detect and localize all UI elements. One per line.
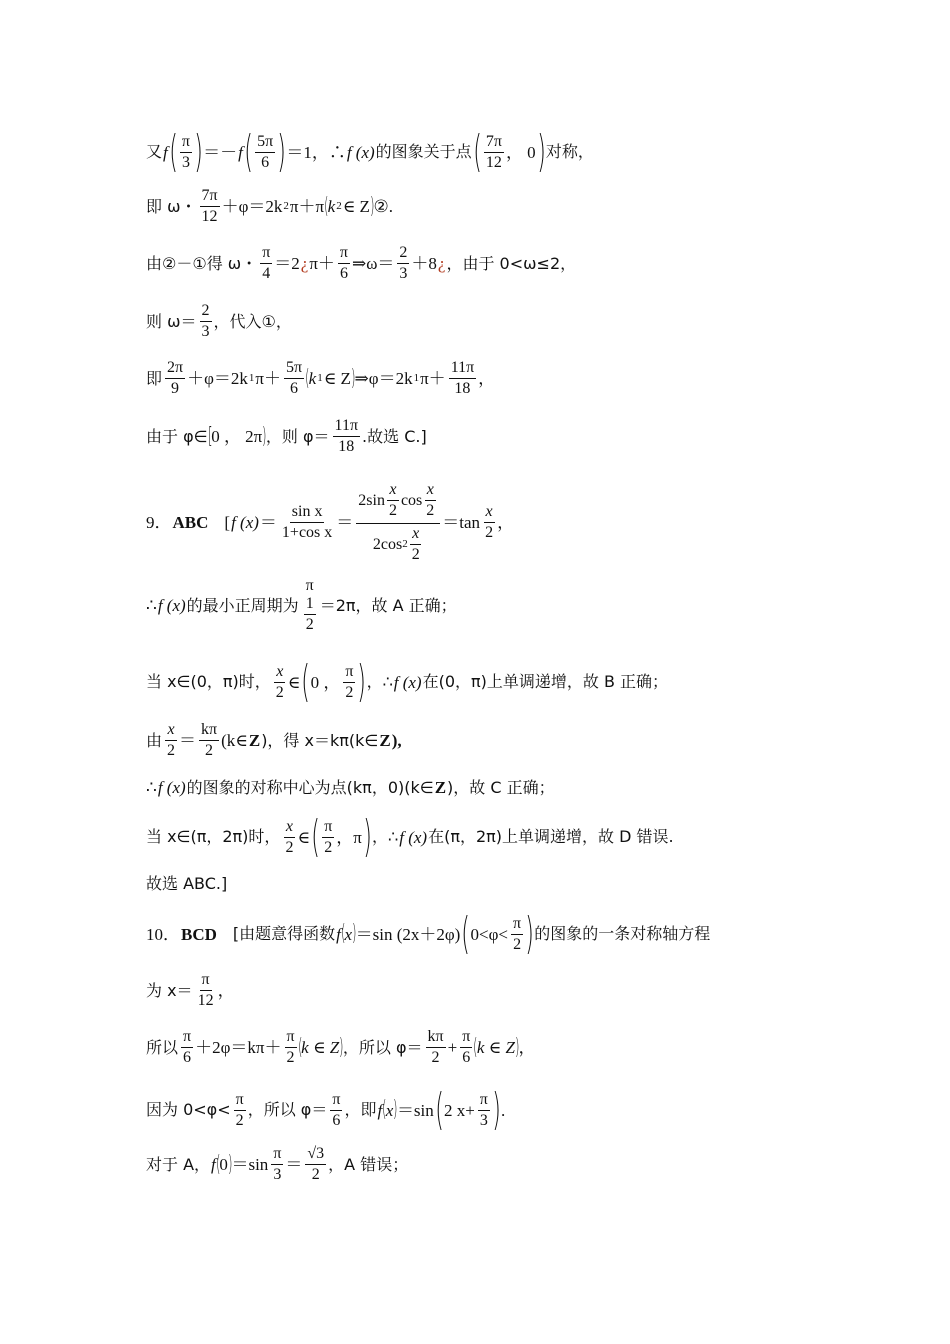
numerator: x <box>484 504 495 523</box>
denominator: 3 <box>273 1166 282 1183</box>
numerator: π <box>200 972 212 991</box>
text: 所以 <box>146 1037 179 1057</box>
numerator: kπ <box>199 722 219 741</box>
numerator: π <box>511 916 523 935</box>
text: 对于 A， <box>146 1154 211 1174</box>
text: ＝2 <box>274 254 300 273</box>
text: ), <box>391 731 402 750</box>
line-8 <box>146 578 458 633</box>
subscript: 2 <box>336 200 342 212</box>
fraction <box>484 134 504 171</box>
line-3 <box>146 245 577 282</box>
text: ＋8 <box>411 254 437 273</box>
text: 故选 ABC.] <box>146 874 228 893</box>
left-paren: ( <box>324 193 329 219</box>
subscript: 1 <box>248 372 255 384</box>
text: ＝－ <box>203 142 238 162</box>
text: ＝ <box>336 513 354 532</box>
fraction <box>165 722 177 759</box>
text: ②. <box>373 197 394 216</box>
text: ，π <box>336 827 362 847</box>
numerator: 2π <box>165 360 185 379</box>
subscript: 1 <box>317 372 323 384</box>
text: ， <box>518 1038 536 1057</box>
numerator: π <box>181 1029 193 1048</box>
text: ，所以 φ＝ <box>247 1100 328 1119</box>
text: f (x) <box>157 596 186 615</box>
numerator: π <box>330 1092 342 1111</box>
numerator: x <box>274 664 285 683</box>
fraction <box>356 482 440 563</box>
text: x <box>385 1100 394 1120</box>
fraction <box>180 134 192 171</box>
numerator: x <box>425 482 436 501</box>
text: ，所以 φ＝ <box>342 1037 423 1057</box>
left-paren: ( <box>169 126 178 177</box>
left-paren: ( <box>341 921 346 946</box>
denominator: 6 <box>261 153 270 171</box>
text: ＝ <box>285 1155 303 1174</box>
fraction <box>283 819 295 856</box>
numerator: π <box>343 664 355 683</box>
fraction <box>483 504 495 541</box>
text: 则 ω＝ <box>146 311 197 331</box>
line-14 <box>146 908 711 959</box>
denominator: 6 <box>462 1049 471 1066</box>
fraction <box>333 418 360 455</box>
text: ¿ <box>437 254 446 273</box>
problem-number: 10． <box>146 924 180 944</box>
text: ，代入①， <box>213 311 292 331</box>
numerator: 7π <box>200 188 220 207</box>
right-paren: ) <box>339 1034 344 1060</box>
fraction <box>387 482 399 519</box>
fraction <box>284 360 304 397</box>
numerator: π <box>322 819 334 838</box>
right-paren: ) <box>262 423 267 449</box>
numerator: π <box>271 1146 283 1165</box>
text: 的图象的一条对称轴方程 <box>534 924 711 943</box>
text: ，即 <box>344 1100 377 1119</box>
line-1 <box>146 126 595 177</box>
line-13 <box>146 876 228 892</box>
problem-number: 9． <box>146 513 172 532</box>
text: Z <box>434 778 447 797</box>
text: 0 <box>219 1155 228 1174</box>
text: k ∈ Z <box>476 1038 515 1057</box>
denominator: 18 <box>454 380 471 397</box>
right-paren: ) <box>363 811 372 862</box>
right-paren: ) <box>352 921 357 946</box>
fraction <box>234 1092 246 1129</box>
denominator: 2 <box>411 546 420 563</box>
numerator: π <box>180 134 192 153</box>
denominator: 2 <box>286 1049 295 1066</box>
denominator: 2 <box>275 683 284 701</box>
text: ⇒ω＝ <box>351 254 395 273</box>
text: f (x) <box>393 672 422 692</box>
text: ＝1，∴ <box>286 142 346 162</box>
numerator: π <box>234 1092 246 1111</box>
right-paren: ) <box>492 1084 501 1135</box>
text: ＝sin <box>396 1100 434 1120</box>
text: ，则 φ＝ <box>265 426 330 446</box>
text: k <box>327 197 336 216</box>
fraction <box>397 245 409 282</box>
text: ，∴ <box>372 827 399 846</box>
numerator: π <box>260 245 272 264</box>
text: f (x) <box>346 142 375 162</box>
right-paren: ) <box>228 1151 233 1177</box>
numerator: π <box>285 1029 297 1048</box>
text: + <box>447 1038 458 1057</box>
fraction <box>330 1092 342 1129</box>
left-paren: ( <box>311 811 320 862</box>
numerator: kπ <box>426 1029 446 1048</box>
fraction <box>478 1092 490 1129</box>
text: f (x) <box>231 513 259 532</box>
answer: BCD <box>181 924 217 944</box>
text: ＋φ＝2k <box>187 369 248 388</box>
numerator: 11π <box>449 360 476 379</box>
denominator: 6 <box>332 1111 341 1129</box>
right-paren: ) <box>357 656 367 707</box>
answer: ABC <box>172 513 209 532</box>
text: π＋ <box>255 369 281 388</box>
text: 即 ω・ <box>146 196 197 216</box>
line-6 <box>146 418 428 455</box>
text: 2cos <box>372 535 403 553</box>
numerator: √3 <box>305 1146 326 1165</box>
text: π＋π <box>289 197 325 216</box>
fraction <box>426 1029 446 1066</box>
numerator: 5π <box>255 134 275 153</box>
text: ，由于 0<ω≤2， <box>446 253 577 273</box>
subscript: 2 <box>283 200 289 212</box>
denominator: 12 <box>485 153 502 171</box>
text: π＋ <box>309 254 335 273</box>
fraction <box>165 360 185 397</box>
text: 2 x+ <box>443 1100 475 1120</box>
denominator: 18 <box>338 438 355 455</box>
fraction <box>304 596 316 633</box>
denominator: 3 <box>181 153 190 171</box>
denominator: 2 <box>311 1166 320 1183</box>
fraction <box>449 360 476 397</box>
denominator <box>371 524 426 563</box>
denominator: 2 <box>285 838 294 856</box>
right-paren: ) <box>370 193 375 219</box>
text: ∈ <box>287 672 301 692</box>
fraction <box>338 245 350 282</box>
fraction <box>271 1146 283 1183</box>
fraction <box>410 526 422 563</box>
numerator <box>356 482 440 524</box>
right-paren: ) <box>515 1034 520 1060</box>
text: ＋φ＝2k <box>221 197 283 216</box>
right-paren: ) <box>393 1097 398 1122</box>
line-5 <box>146 360 496 397</box>
left-paren: ( <box>435 1084 444 1135</box>
numerator: x <box>410 526 421 545</box>
text: ¿ <box>300 254 309 273</box>
numerator: x <box>387 482 398 501</box>
text: ，A 错误； <box>328 1154 409 1174</box>
text: 2sin <box>358 491 385 509</box>
text: 又 <box>146 142 163 161</box>
text: f (x) <box>399 827 428 847</box>
text: ＝sin (2x＋2φ) <box>355 924 461 944</box>
text: ∴ <box>146 596 157 615</box>
text: π＋ <box>420 369 446 388</box>
denominator: 2 <box>167 742 176 759</box>
denominator: 1+cos x <box>281 524 333 541</box>
numerator: sin x <box>290 504 325 523</box>
denominator: 2 <box>235 1111 244 1129</box>
denominator: 12 <box>197 992 214 1009</box>
text: cos <box>400 491 423 509</box>
text: 由 <box>146 730 163 750</box>
text: k <box>308 369 317 388</box>
denominator: 6 <box>183 1049 192 1066</box>
right-paren: ) <box>277 126 287 177</box>
text: ∈ <box>297 827 311 847</box>
text: f <box>336 924 341 944</box>
numerator: π <box>305 577 314 594</box>
numerator: x <box>284 819 295 838</box>
text: 的最小正周期为 <box>186 595 299 615</box>
text: 0<φ< <box>470 924 509 944</box>
fraction <box>302 578 318 633</box>
text: Z <box>248 731 261 750</box>
denominator: 9 <box>171 380 180 397</box>
right-paren: ) <box>525 908 534 959</box>
text: ∴ <box>146 778 157 797</box>
text: 在(0，π)上单调递增，故 B 正确； <box>422 672 669 691</box>
denominator: 2 <box>431 1049 440 1066</box>
fraction <box>199 722 219 759</box>
text: ，∴ <box>366 672 393 691</box>
denominator: 6 <box>339 265 348 282</box>
left-paren: ( <box>473 1034 478 1060</box>
text: [ <box>224 513 231 532</box>
text: .故选 C.] <box>362 426 427 446</box>
denominator: 12 <box>201 208 218 225</box>
denominator: 3 <box>399 265 408 282</box>
fraction <box>181 1029 193 1066</box>
numerator: 2 <box>397 245 409 264</box>
denominator: 3 <box>201 323 210 340</box>
text: 0 ， 2π <box>211 427 263 446</box>
left-paren: ( <box>301 656 311 707</box>
fraction <box>260 245 272 282</box>
denominator: 2 <box>324 838 333 856</box>
text: ， <box>478 369 496 388</box>
text: k ∈ Z <box>301 1038 340 1057</box>
text: x <box>344 924 353 944</box>
text: f <box>163 142 168 162</box>
fraction <box>424 482 436 519</box>
denominator: 2 <box>426 502 435 519</box>
fraction <box>280 504 334 541</box>
fraction <box>196 972 216 1009</box>
text: ∈ Z <box>342 197 370 216</box>
right-paren: ) <box>194 126 203 177</box>
fraction <box>305 1146 326 1183</box>
fraction <box>274 664 286 701</box>
fraction <box>200 188 220 225</box>
left-paren: ( <box>305 365 310 391</box>
text: ＋2φ＝kπ＋ <box>195 1038 282 1057</box>
denominator: 2 <box>305 616 314 633</box>
fraction <box>285 1029 297 1066</box>
denominator: 2 <box>205 742 214 759</box>
denominator: 2 <box>388 502 397 519</box>
fraction <box>343 664 355 701</box>
left-paren: ( <box>297 1034 303 1060</box>
line-18 <box>146 1146 409 1183</box>
text: 对称， <box>545 142 594 161</box>
numerator: 5π <box>284 360 304 379</box>
line-7 <box>146 482 515 563</box>
text: )，得 x＝kπ(k∈ <box>261 730 379 750</box>
text: 当 x∈(π，2π)时， <box>146 827 281 846</box>
text: 的图象关于点 <box>375 142 472 161</box>
right-paren: ) <box>536 126 546 177</box>
left-paren: ( <box>215 1151 221 1177</box>
denominator: 2 <box>485 524 494 541</box>
fraction <box>322 819 334 856</box>
text: ＝ <box>259 513 277 532</box>
text: 的图象的对称中心为点(kπ，0)(k∈ <box>186 777 434 797</box>
text: ， <box>497 513 515 532</box>
line-9 <box>146 656 669 707</box>
denominator: 2 <box>345 683 354 701</box>
numerator: x <box>165 722 176 741</box>
text: 由于 φ∈ <box>146 426 208 446</box>
text: ∈ Z <box>323 369 351 388</box>
text: . <box>501 1100 506 1120</box>
numerator: 11π <box>333 418 360 437</box>
line-11 <box>146 779 556 796</box>
text: (k∈ <box>221 731 248 750</box>
text: ＝ <box>179 731 197 750</box>
text: ， 0 <box>505 142 536 162</box>
line-17 <box>146 1084 506 1135</box>
denominator: 6 <box>290 380 299 397</box>
left-paren: ( <box>244 126 253 177</box>
text: )，故 C 正确； <box>447 777 555 797</box>
text: f (x) <box>157 778 186 797</box>
numerator: 1 <box>304 596 316 615</box>
text: ＝tan <box>442 513 481 532</box>
line-15 <box>146 972 236 1009</box>
left-paren: ( <box>382 1097 387 1122</box>
denominator: 2 <box>513 935 522 953</box>
numerator: 7π <box>484 134 504 153</box>
text: Z <box>379 731 391 750</box>
right-paren: ) <box>351 365 356 391</box>
line-2 <box>146 188 394 225</box>
text: [由题意得函数 <box>232 924 336 943</box>
subscript: 1 <box>413 372 420 384</box>
line-12 <box>146 811 675 862</box>
left-paren: ( <box>472 126 482 177</box>
text: 因为 0<φ< <box>146 1100 231 1119</box>
text: 在(π，2π)上单调递增，故 D 错误. <box>428 827 674 846</box>
line-10 <box>146 722 403 759</box>
line-16 <box>146 1029 537 1066</box>
text: f <box>377 1100 383 1120</box>
fraction <box>255 134 275 171</box>
line-4 <box>146 303 293 340</box>
text: 0 ， <box>310 672 341 692</box>
text: f <box>238 142 243 162</box>
text: 由②－①得 ω・ <box>146 253 258 273</box>
fraction <box>200 303 212 340</box>
text: 当 x∈(0，π)时， <box>146 672 271 691</box>
text: 为 x＝ <box>146 980 193 1000</box>
fraction <box>511 916 523 953</box>
numerator: π <box>338 245 350 264</box>
left-bracket: [ <box>207 423 213 449</box>
text: f <box>211 1155 216 1174</box>
superscript: 2 <box>402 538 408 550</box>
text: ＝2π，故 A 正确； <box>319 595 457 615</box>
fraction <box>460 1029 472 1066</box>
left-paren: ( <box>461 908 471 959</box>
numerator: π <box>460 1029 472 1048</box>
text: ， <box>217 981 235 1000</box>
text: ⇒φ＝2k <box>354 369 413 388</box>
numerator: 2 <box>200 303 212 322</box>
numerator: π <box>478 1092 490 1111</box>
text: 即 <box>146 368 163 388</box>
denominator: 3 <box>479 1111 488 1129</box>
text: ＝sin <box>231 1155 269 1174</box>
denominator: 4 <box>262 265 271 282</box>
